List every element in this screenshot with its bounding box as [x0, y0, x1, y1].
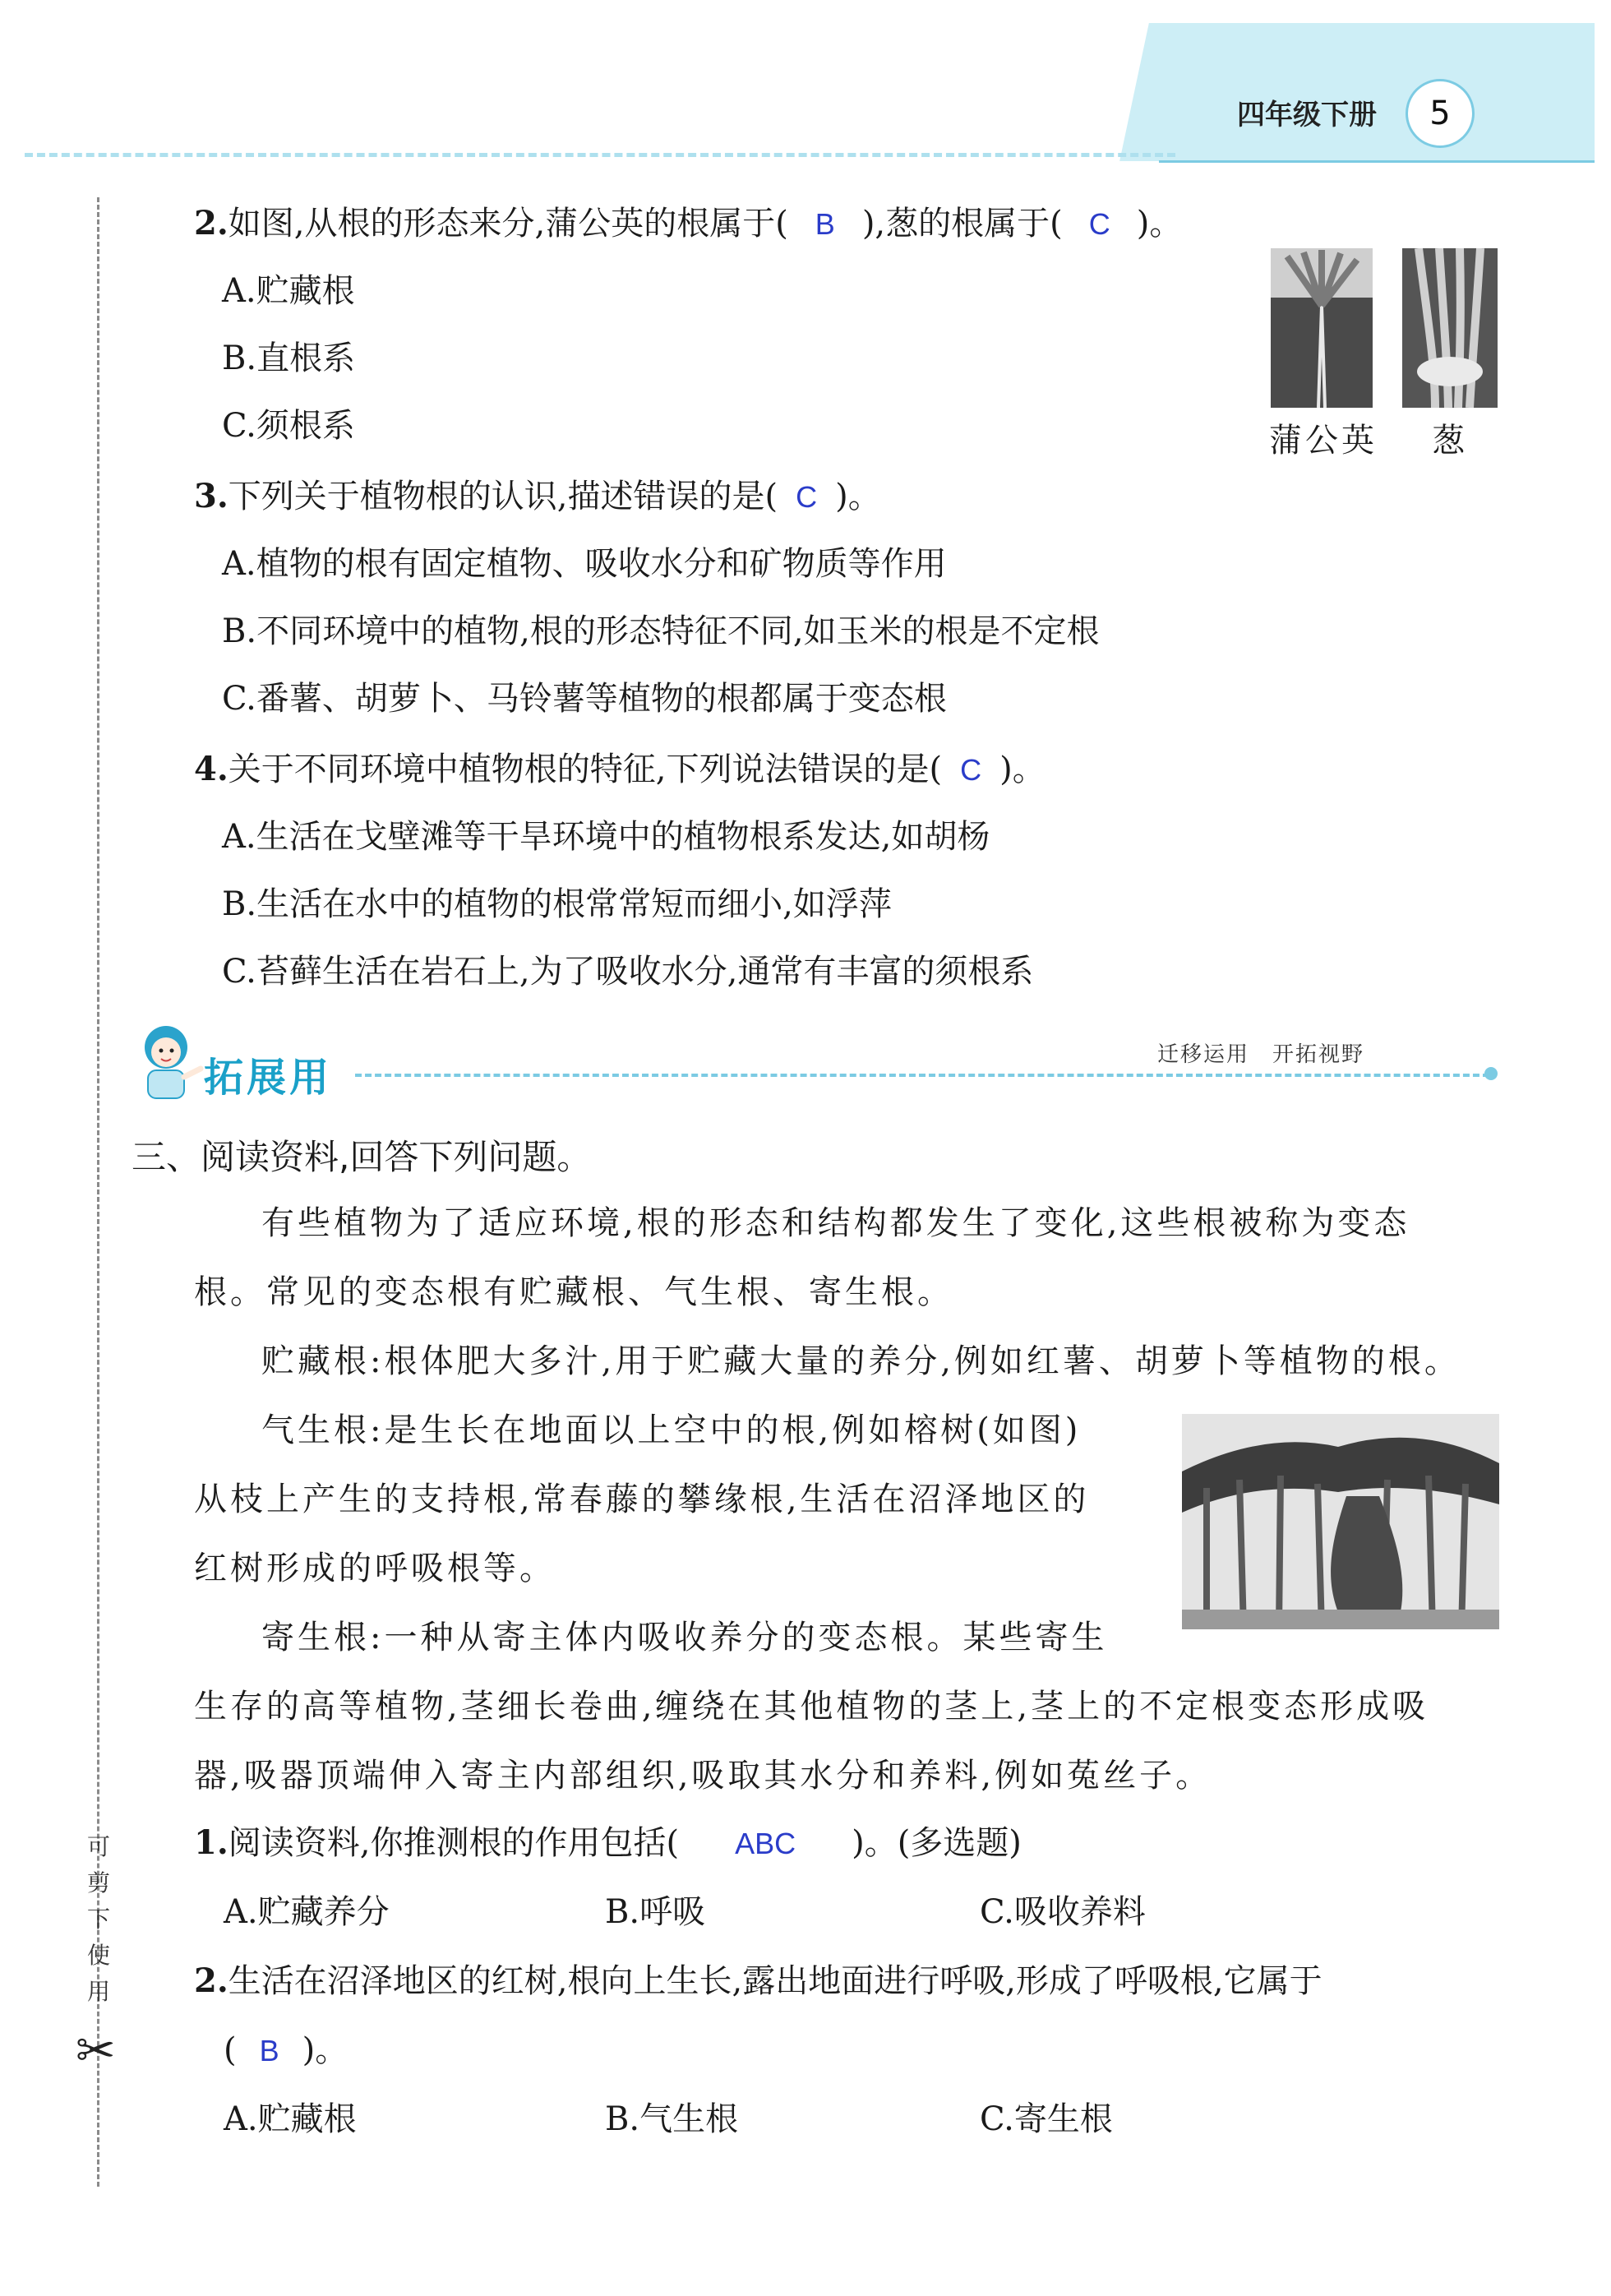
question-text: )。: [835, 478, 881, 515]
question-3: [194, 470, 881, 517]
page-number: 5: [1406, 79, 1475, 148]
reading-line: 寄生根:一种从寄主体内吸收养分的变态根。某些寄生: [261, 1619, 1108, 1656]
answer-blank: C: [960, 753, 982, 787]
option-a: A.生活在戈壁滩等干旱环境中的植物根系发达,如胡杨: [222, 818, 990, 856]
answer-blank: ABC: [735, 1827, 796, 1860]
scissors-icon: ✂: [76, 2022, 116, 2078]
section-divider: [355, 1074, 1489, 1077]
reading-line: 生存的高等植物,茎细长卷曲,缠绕在其他植物的茎上,茎上的不定根变态形成吸: [194, 1688, 1429, 1725]
question-number: 1.: [194, 1823, 228, 1862]
question-p3-2: [194, 1955, 1322, 2002]
question-2: [194, 197, 1182, 244]
reading-line: 有些植物为了适应环境,根的形态和结构都发生了变化,这些根被称为变态: [261, 1204, 1410, 1242]
option-a: A.植物的根有固定植物、吸收水分和矿物质等作用: [222, 545, 947, 583]
question-p3-2-blank: [224, 2024, 348, 2071]
header-band: [1167, 23, 1595, 161]
dandelion-photo: [1271, 248, 1373, 408]
question-text: 下列关于植物根的认识,描述错误的是(: [228, 478, 778, 515]
reading-line: 从枝上产生的支持根,常春藤的攀缘根,生活在沼泽地区的: [194, 1481, 1090, 1518]
option-c: C.吸收养料: [980, 1893, 1146, 1931]
question-text: ),葱的根属于(: [861, 205, 1063, 243]
option-a: A.贮藏根: [224, 2100, 357, 2138]
question-number: 3.: [194, 477, 228, 515]
question-4: [194, 743, 1046, 790]
option-c: C.寄生根: [980, 2100, 1113, 2138]
answer-blank: B: [259, 2034, 279, 2067]
option-b: B.气生根: [605, 2100, 739, 2138]
question-text: 阅读资料,你推测根的作用包括(: [228, 1824, 680, 1862]
option-b: B.直根系: [222, 340, 356, 377]
grade-label: 四年级下册: [1237, 99, 1377, 132]
answer-blank: C: [1088, 207, 1110, 241]
option-c: C.苔藓生活在岩石上,为了吸收水分,通常有丰富的须根系: [222, 953, 1034, 991]
mascot-icon: [128, 1019, 204, 1102]
question-number: 4.: [194, 750, 228, 788]
answer-blank: B: [815, 207, 835, 241]
option-a: A.贮藏根: [222, 272, 355, 310]
question-number: 2.: [194, 1961, 228, 2000]
reading-line: 器,吸器顶端伸入寄主内部组织,吸取其水分和养料,例如菟丝子。: [194, 1757, 1212, 1795]
question-p3-1: [194, 1817, 1022, 1864]
scallion-photo: [1402, 248, 1498, 408]
question-text: )。: [1136, 205, 1183, 243]
reading-line: 根。常见的变态根有贮藏根、气生根、寄生根。: [194, 1273, 953, 1311]
cut-instruction: 可剪下使用: [86, 1833, 110, 2005]
option-b: B.不同环境中的植物,根的形态特征不同,如玉米的根是不定根: [222, 612, 1100, 650]
option-c: C.须根系: [222, 407, 355, 445]
part3-heading: 三、阅读资料,回答下列问题。: [132, 1137, 592, 1177]
answer-blank: C: [796, 480, 818, 514]
section-title: 拓展用: [204, 1055, 333, 1101]
question-text: 关于不同环境中植物根的特征,下列说法错误的是(: [228, 751, 943, 788]
option-b: B.呼吸: [605, 1893, 706, 1931]
question-text: (: [224, 2031, 237, 2069]
option-b: B.生活在水中的植物的根常常短而细小,如浮萍: [222, 885, 892, 923]
reading-line: 气生根:是生长在地面以上空中的根,例如榕树(如图): [261, 1411, 1082, 1449]
option-c: C.番薯、胡萝卜、马铃薯等植物的根都属于变态根: [222, 680, 947, 718]
banyan-tree-photo: [1182, 1414, 1499, 1629]
question-text: )。: [999, 751, 1046, 788]
option-a: A.贮藏养分: [224, 1893, 390, 1931]
section-divider-dot: [1484, 1067, 1498, 1080]
dandelion-caption: 蒲公英: [1269, 422, 1378, 460]
question-number: 2.: [194, 204, 228, 243]
header-rule: [1159, 160, 1595, 163]
question-text: )。(多选题): [852, 1824, 1022, 1862]
question-text: 生活在沼泽地区的红树,根向上生长,露出地面进行呼吸,形成了呼吸根,它属于: [228, 1962, 1322, 2000]
reading-line: 贮藏根:根体肥大多汁,用于贮藏大量的养分,例如红薯、胡萝卜等植物的根。: [261, 1342, 1461, 1380]
question-text: 如图,从根的形态来分,蒲公英的根属于(: [228, 205, 788, 243]
scallion-caption: 葱: [1432, 422, 1468, 460]
section-subtitle: 迁移运用 开拓视野: [1157, 1042, 1365, 1067]
question-text: )。: [302, 2031, 349, 2069]
reading-line: 红树形成的呼吸根等。: [194, 1550, 556, 1587]
header-divider: [25, 153, 1175, 157]
